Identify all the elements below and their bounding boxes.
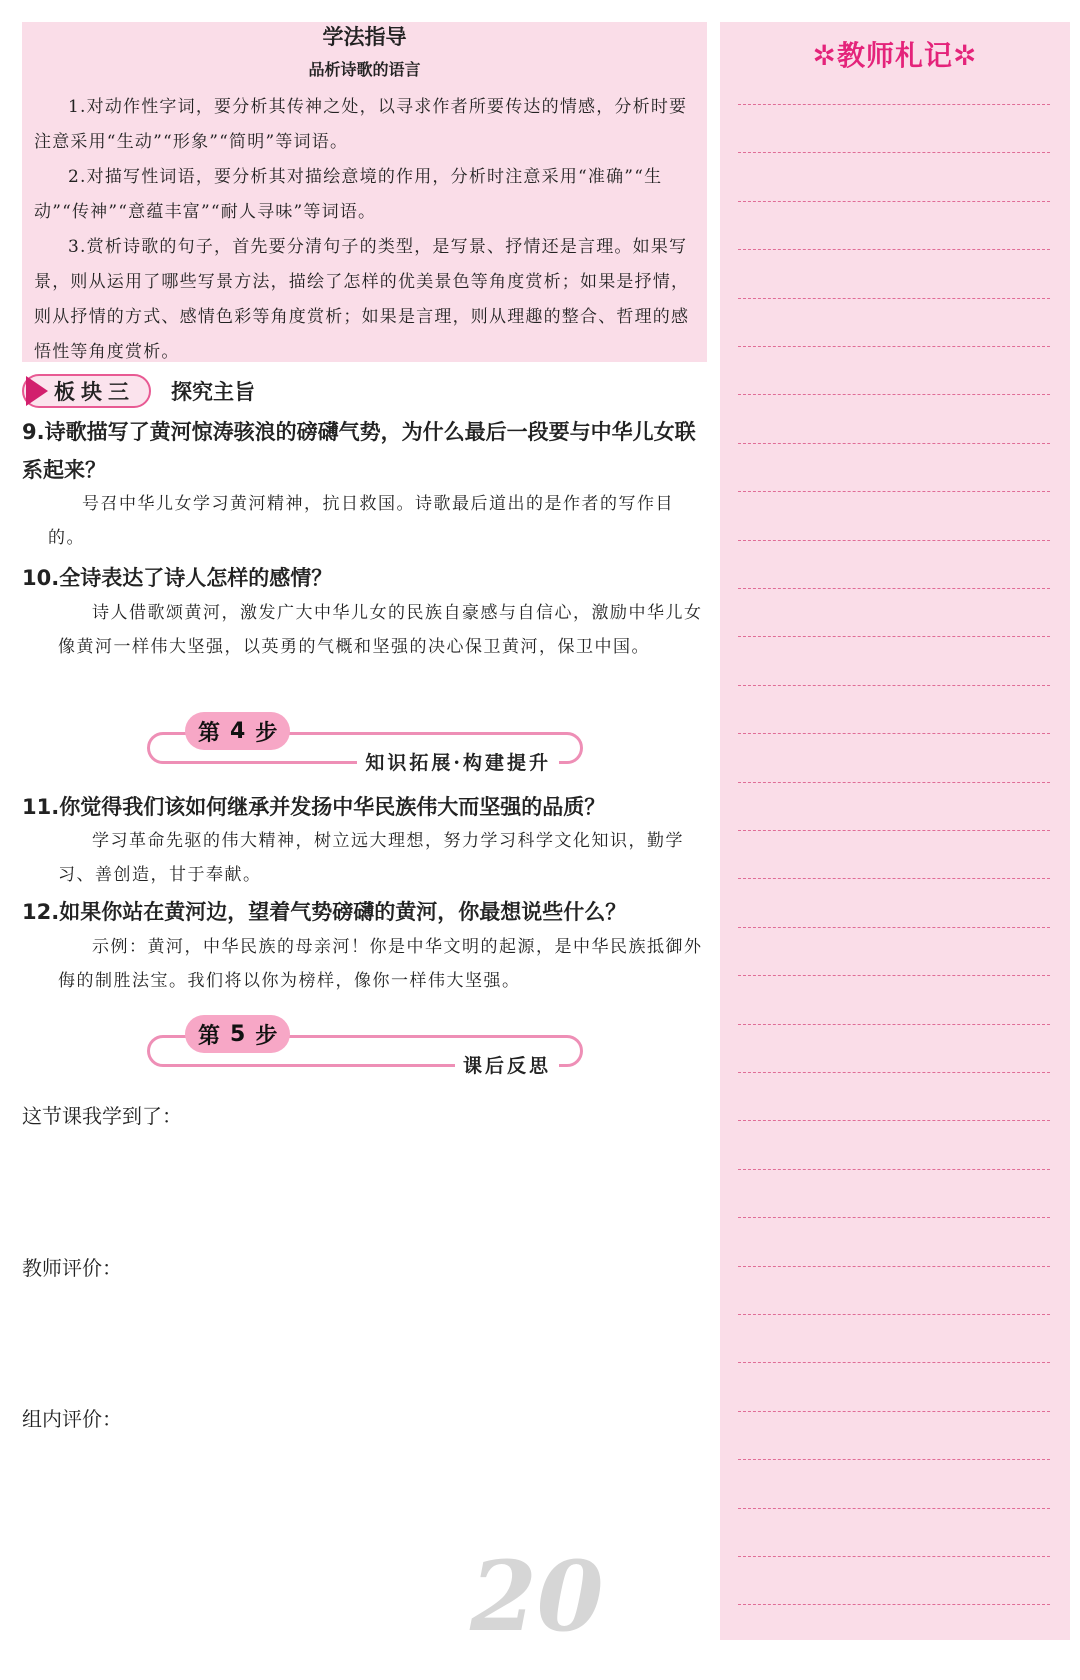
notes-ruled-line	[738, 1266, 1050, 1267]
notes-ruled-line	[738, 152, 1050, 153]
notes-ruled-line	[738, 636, 1050, 637]
answer-9: 号召中华儿女学习黄河精神，抗日救国。诗歌最后道出的是作者的写作目的。	[48, 494, 674, 548]
notes-ruled-line	[738, 782, 1050, 783]
step-subtitle: 课后反思	[455, 1053, 559, 1079]
notes-ruled-line	[738, 1604, 1050, 1605]
step-word: 第	[198, 720, 221, 746]
notes-ruled-line	[738, 1362, 1050, 1363]
notes-ruled-line	[738, 1508, 1050, 1509]
notes-ruled-line	[738, 1411, 1050, 1412]
guide-subtitle: 品析诗歌的语言	[308, 60, 421, 79]
notes-ruled-line	[738, 830, 1050, 831]
teacher-evaluation-label: 教师评价：	[22, 1256, 122, 1280]
reflection-learned-label: 这节课我学到了：	[22, 1104, 182, 1128]
notes-ruled-line	[738, 201, 1050, 202]
answer-10: 诗人借歌颂黄河，激发广大中华儿女的民族自豪感与自信心，激励中华儿女像黄河一样伟大坚强，以英勇的气概和坚强的决心保卫黄河，保卫中国。	[58, 603, 703, 657]
step-number: 4	[230, 718, 246, 744]
step-word: 第	[198, 1023, 221, 1049]
step-pill	[185, 712, 290, 750]
group-evaluation-label: 组内评价：	[22, 1407, 122, 1431]
step-4-banner	[147, 712, 587, 774]
notes-ruled-line	[738, 104, 1050, 105]
guide-paragraph-3: 3.赏析诗歌的句子，首先要分清句子的类型，是写景、抒情还是言理。如果写景，则从运用了哪些写景方法，描绘了怎样的优美景色等角度赏析；如果是抒情，则从抒情的方式、感情色彩等角度赏析；如果是言理，则从理趣的整合、哲理的感悟性等角度赏析。	[34, 237, 690, 362]
question-12: 12.如果你站在黄河边，望着气势磅礴的黄河，你最想说些什么？	[22, 900, 627, 924]
notes-ruled-line	[738, 1024, 1050, 1025]
notes-ruled-line	[738, 588, 1050, 589]
study-guide-box	[22, 22, 707, 362]
notes-ruled-line	[738, 540, 1050, 541]
guide-title: 学法指导	[322, 24, 407, 49]
guide-paragraph-2: 2.对描写性词语，要分析其对描绘意境的作用，分析时注意采用“准确”“生动”“传神”“意蕴丰富”“耐人寻味”等词语。	[34, 167, 663, 222]
question-11: 11.你觉得我们该如何继承并发扬中华民族伟大而坚强的品质？	[22, 795, 606, 819]
section-badge	[22, 374, 151, 408]
step-word: 步	[255, 1023, 278, 1049]
step-word: 步	[255, 720, 278, 746]
question-9: 9.诗歌描写了黄河惊涛骇浪的磅礴气势，为什么最后一段要与中华儿女联系起来？	[22, 420, 696, 482]
teacher-notes-title: ✲教师札记✲	[812, 39, 978, 72]
notes-ruled-line	[738, 1556, 1050, 1557]
question-10: 10.全诗表达了诗人怎样的感情？	[22, 566, 333, 590]
section-label: 板块三	[54, 380, 135, 404]
notes-ruled-line	[738, 975, 1050, 976]
step-number: 5	[230, 1021, 246, 1047]
notes-ruled-line	[738, 1314, 1050, 1315]
notes-ruled-line	[738, 491, 1050, 492]
page-number: 20	[470, 1540, 604, 1653]
notes-ruled-line	[738, 878, 1050, 879]
teacher-notes-panel	[720, 22, 1070, 1640]
answer-11: 学习革命先驱的伟大精神，树立远大理想，努力学习科学文化知识，勤学习、善创造，甘于奉献。	[58, 831, 684, 885]
notes-ruled-line	[738, 346, 1050, 347]
notes-ruled-line	[738, 1459, 1050, 1460]
step-5-banner	[147, 1015, 587, 1077]
answer-12: 示例：黄河，中华民族的母亲河！你是中华文明的起源，是中华民族抵御外侮的制胜法宝。我们将以你为榜样，像你一样伟大坚强。	[58, 937, 703, 991]
section-header	[22, 374, 255, 408]
guide-paragraph-1: 1.对动作性字词，要分析其传神之处，以寻求作者所要传达的情感，分析时要注意采用“生动”“形象”“简明”等词语。	[34, 97, 688, 152]
notes-ruled-line	[738, 249, 1050, 250]
notes-ruled-line	[738, 443, 1050, 444]
step-pill	[185, 1015, 290, 1053]
section-title: 探究主旨	[171, 380, 255, 404]
notes-ruled-line	[738, 298, 1050, 299]
notes-ruled-line	[738, 927, 1050, 928]
notes-ruled-line	[738, 1169, 1050, 1170]
notes-ruled-line	[738, 394, 1050, 395]
notes-ruled-line	[738, 1120, 1050, 1121]
notes-ruled-line	[738, 685, 1050, 686]
step-subtitle: 知识拓展·构建提升	[357, 750, 559, 776]
notes-ruled-line	[738, 1217, 1050, 1218]
notes-ruled-line	[738, 1072, 1050, 1073]
play-arrow-icon	[26, 376, 48, 406]
notes-ruled-line	[738, 733, 1050, 734]
